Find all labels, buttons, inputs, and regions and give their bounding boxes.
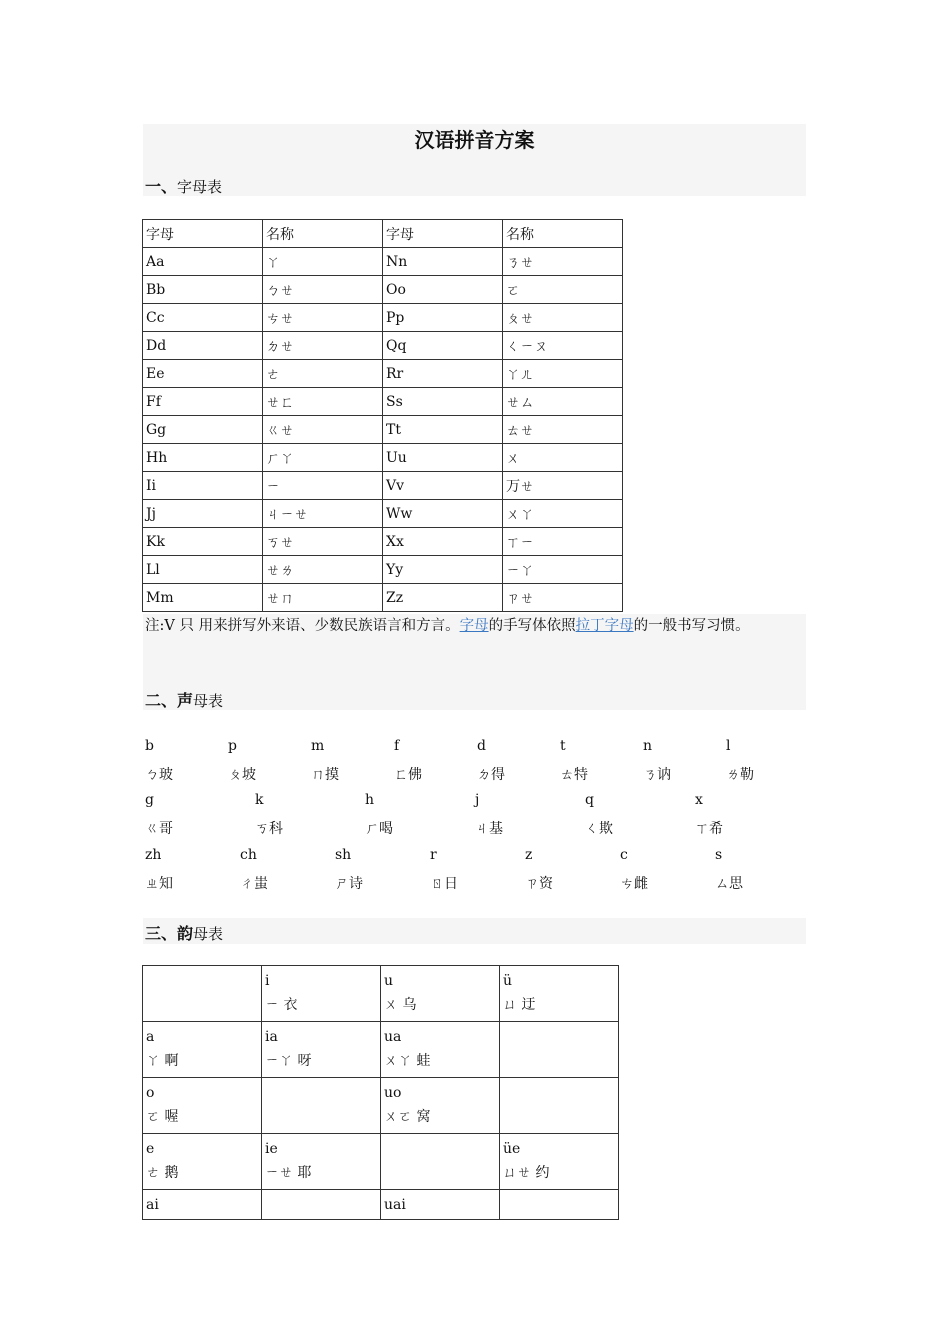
table-cell: 名称 [503,220,623,248]
table-cell [500,1022,619,1078]
initial-letter: h [365,792,375,808]
table-row [143,1190,619,1220]
table-cell: Gg [143,416,263,444]
section-label: 母表 [193,692,224,710]
initial-letter: k [255,792,264,808]
section-number: 二、 [145,691,178,710]
table-cell: Ii [143,472,263,500]
table-row [143,248,623,276]
table-cell: ㄗㄝ [503,584,623,612]
initial-letter: x [695,792,703,808]
table-row [143,1078,619,1134]
initial-zhuyin: ㄅ玻 [145,767,173,783]
final-latin: uo [384,1085,402,1101]
table-cell [381,1078,500,1134]
table-cell: ㄝㄇ [263,584,383,612]
table-cell: ㄒㄧ [503,528,623,556]
final-zhuyin: ㄩ 迂 [503,997,536,1013]
initial-zhuyin: ㄐ基 [475,821,503,837]
final-zhuyin: ㄧㄝ 耶 [265,1165,312,1181]
table-cell: ㄪㄝ [503,472,623,500]
table-cell: Zz [383,584,503,612]
final-zhuyin: ㄧㄚ 呀 [265,1053,312,1069]
initial-zhuyin: ㄖ日 [430,876,458,892]
initial-zhuyin: ㄔ蚩 [240,876,268,892]
table-cell: ㄜ [263,360,383,388]
final-latin: a [146,1029,155,1045]
table-cell: Dd [143,332,263,360]
initial-letter: f [394,738,400,754]
section-number: 一、 [145,177,178,196]
table-row [143,416,623,444]
table-cell: ㄐㄧㄝ [263,500,383,528]
table-cell: Oo [383,276,503,304]
initial-letter: n [643,738,653,754]
final-zhuyin: ㄧ 衣 [265,997,298,1013]
final-latin: u [384,973,394,989]
final-latin: uai [384,1197,406,1213]
initial-letter: l [726,738,731,754]
table-row [143,500,623,528]
table-cell: Ss [383,388,503,416]
table-cell: 字母 [383,220,503,248]
table-cell: ㄚ [263,248,383,276]
table-row [143,1134,619,1190]
table-cell: ㄨ [503,444,623,472]
table-row [143,444,623,472]
table-cell [143,1022,262,1078]
table-cell [143,1134,262,1190]
table-cell: Cc [143,304,263,332]
table-cell [143,966,262,1022]
table-cell [262,1190,381,1220]
initial-letter: j [475,792,480,808]
link-lading-zimu[interactable]: 拉丁字母 [575,618,634,634]
final-latin: i [265,973,270,989]
section-label: 母表 [193,925,224,943]
initial-letter: p [228,738,237,754]
table-cell [500,1190,619,1220]
table-cell: ㄑㄧㄡ [503,332,623,360]
table-cell [381,1022,500,1078]
initial-zhuyin: ㄍ哥 [145,821,173,837]
final-latin: ua [384,1029,402,1045]
initial-zhuyin: ㄗ资 [525,876,553,892]
table-cell: ㄝㄌ [263,556,383,584]
section-bold-char: 声 [177,691,194,710]
initial-zhuyin: ㄈ佛 [394,767,422,783]
link-zimu[interactable]: 字母 [459,618,489,634]
table-row [143,966,619,1022]
table-cell [262,966,381,1022]
initial-zhuyin: ㄋ讷 [643,767,671,783]
section3-band [143,918,806,944]
table-cell [381,1134,500,1190]
table-cell [262,1078,381,1134]
final-latin: o [146,1085,155,1101]
table-cell: Aa [143,248,263,276]
table-cell: Qq [383,332,503,360]
table-cell: ㄎㄝ [263,528,383,556]
final-latin: üe [503,1141,521,1157]
table-cell: Nn [383,248,503,276]
final-zhuyin: ㄨㄚ 蛙 [384,1053,431,1069]
table-cell: ㄊㄝ [503,416,623,444]
table-cell: 字母 [143,220,263,248]
section-label: 字母表 [177,178,223,196]
table-row [143,332,623,360]
table-cell: Uu [383,444,503,472]
final-zhuyin: ㄨㄛ 窝 [384,1109,431,1125]
table-cell: Ff [143,388,263,416]
table-cell: ㄆㄝ [503,304,623,332]
initial-zhuyin: ㄎ科 [255,821,283,837]
note-text-2: 的手写体依照 [488,618,576,634]
table-row [143,472,623,500]
initial-letter: r [430,847,437,863]
table-cell: Jj [143,500,263,528]
final-zhuyin: ㄨ 乌 [384,997,417,1013]
page-title: 汉语拼音方案 [414,128,535,152]
table-cell [500,1078,619,1134]
table-cell: ㄝㄈ [263,388,383,416]
table-cell: ㄨㄚ [503,500,623,528]
final-zhuyin: ㄜ 鹅 [146,1165,179,1181]
initial-zhuyin: ㄆ坡 [228,767,256,783]
initial-letter: sh [335,847,352,863]
table-cell: ㄚㄦ [503,360,623,388]
alphabet-table [142,219,623,612]
table-cell: Yy [383,556,503,584]
table-cell: Ww [383,500,503,528]
table-cell: ㄅㄝ [263,276,383,304]
table-cell [381,966,500,1022]
initial-zhuyin: ㄕ诗 [335,876,363,892]
initial-letter: g [145,792,154,808]
table-cell: Ll [143,556,263,584]
section-bold-char: 韵 [177,924,194,943]
table-cell: Bb [143,276,263,304]
table-cell: 名称 [263,220,383,248]
initial-zhuyin: ㄑ欺 [585,821,613,837]
table-cell: Vv [383,472,503,500]
table-cell: ㄋㄝ [503,248,623,276]
table-cell [143,1078,262,1134]
table-row [143,1022,619,1078]
table-cell [143,1190,262,1220]
final-zhuyin: ㄛ 喔 [146,1109,179,1125]
table-cell [262,1134,381,1190]
table-cell [500,966,619,1022]
initial-zhuyin: ㄉ得 [477,767,505,783]
initial-zhuyin: ㄏ喝 [365,821,393,837]
initial-letter: zh [145,847,162,863]
note-text-3: 的一般书写习惯。 [633,618,750,634]
initial-zhuyin: ㄌ勒 [726,767,754,783]
initial-letter: z [525,847,533,863]
table-cell: Mm [143,584,263,612]
section-heading-initials [145,688,223,711]
finals-table [142,965,619,1220]
initial-letter: t [560,738,566,754]
table-cell: Xx [383,528,503,556]
final-latin: ü [503,973,513,989]
initial-zhuyin: ㄘ雌 [620,876,648,892]
table-row [143,584,623,612]
table-cell: Ee [143,360,263,388]
table-cell: Rr [383,360,503,388]
table-row [143,556,623,584]
initial-letter: c [620,847,628,863]
initial-letter: d [477,738,486,754]
section-heading-alphabet [145,174,222,197]
table-row [143,360,623,388]
initial-letter: q [585,792,594,808]
table-row [143,388,623,416]
final-latin: e [146,1141,155,1157]
table-cell: ㄍㄝ [263,416,383,444]
final-zhuyin: ㄩㄝ 约 [503,1165,550,1181]
table-row [143,304,623,332]
table-cell: Pp [383,304,503,332]
table-cell: ㄝㄙ [503,388,623,416]
table-cell: ㄏㄚ [263,444,383,472]
table-cell: Hh [143,444,263,472]
initial-letter: ch [240,847,257,863]
table-cell [381,1190,500,1220]
initial-zhuyin: ㄒ希 [695,821,723,837]
initial-zhuyin: ㄓ知 [145,876,173,892]
final-latin: ie [265,1141,278,1157]
final-latin: ai [146,1197,159,1213]
footnote [145,614,807,638]
note-text-1: 注:V 只 用来拼写外来语、少数民族语言和方言。 [145,618,460,634]
table-cell: ㄉㄝ [263,332,383,360]
final-zhuyin: ㄚ 啊 [146,1053,179,1069]
table-cell: ㄧㄚ [503,556,623,584]
table-cell: ㄛ [503,276,623,304]
final-latin: ia [265,1029,278,1045]
table-cell [500,1134,619,1190]
table-cell: ㄘㄝ [263,304,383,332]
table-cell: Kk [143,528,263,556]
initial-zhuyin: ㄙ思 [715,876,743,892]
initial-letter: b [145,738,154,754]
table-cell: ㄧ [263,472,383,500]
table-cell [262,1022,381,1078]
section-heading-finals [145,921,223,944]
table-row [143,528,623,556]
initial-zhuyin: ㄇ摸 [311,767,339,783]
section-number: 三、 [145,924,178,943]
table-row [143,220,623,248]
table-cell: Tt [383,416,503,444]
initial-letter: s [715,847,723,863]
initial-zhuyin: ㄊ特 [560,767,588,783]
initial-letter: m [311,738,325,754]
table-row [143,276,623,304]
